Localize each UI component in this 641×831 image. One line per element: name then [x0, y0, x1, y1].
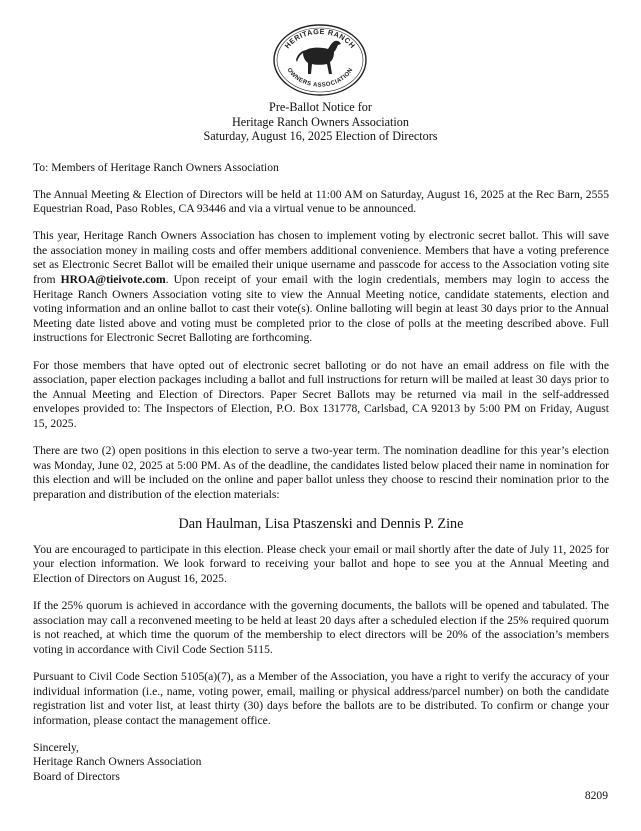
header-election-date: Saturday, August 16, 2025 Election of Directors	[203, 129, 438, 143]
voting-email: HROA@tieivote.com	[60, 273, 166, 287]
svg-text:OWNERS ASSOCIATION	[286, 67, 355, 88]
document-number: 8209	[584, 789, 608, 802]
horse-icon	[296, 41, 341, 74]
recipient-line: To: Members of Heritage Ranch Owners Association	[33, 161, 279, 174]
paragraph-electronic-voting-text: This year, Heritage Ranch Owners Association has chosen to implement voting by electronic secret ballot. This will save the association money in mailing costs and offer members additional convenience. Members that have a voting preference set as Electronic Secret Ballot will be emailed their unique username and passcode for access to the Association voting site from	[33, 229, 609, 287]
paragraph-quorum: If the 25% quorum is achieved in accordance with the governing documents, the ballots will be opened and tabulated. The association may call a reconvened meeting to be held at least 20 days after a scheduled election if the 25% required quorum is not reached, at which time the quorum of the membership to elect directors will be 20% of the association’s members voting in accordance with Civil Code Section 5115.	[33, 599, 609, 656]
paragraph-electronic-voting	[33, 229, 609, 346]
signature-org: Heritage Ranch Owners Association	[33, 755, 202, 769]
candidate-names: Dan Haulman, Lisa Ptaszenski and Dennis P. Zine	[178, 515, 464, 532]
paragraph-paper-ballots: For those members that have opted out of electronic secret balloting or do not have an email address on file with the association, paper election packages including a ballot and full instructions for return will be mailed at least 30 days prior to the Annual Meeting and Election of Directors. Paper Secret Ballots may be returned via mail in the self-addressed envelopes provided to: The Inspectors of Election, P.O. Box 131778, Carlsbad, CA 92013 by 5:00 PM on Friday, August 15, 2025.	[33, 358, 609, 430]
signature-board: Board of Directors	[33, 769, 120, 783]
notice-header	[0, 100, 641, 144]
signature-closing: Sincerely,	[33, 740, 79, 754]
paragraph-electronic-voting-text-cont: . Upon receipt of your email with the login credentials, members may login to access the Heritage Ranch Owners Association voting site to view the Annual Meeting notice, candidate statements, election and voting information and an online ballot to cast their vote(s). Online balloting will begin at least 30 days prior to the Annual Meeting date listed above and voting must be completed prior to the close of polls at the meeting described above. Full instructions for Electronic Secret Balloting are forthcoming.	[33, 273, 610, 345]
logo-top-text: HERITAGE RANCH	[282, 26, 358, 51]
paragraph-participation: You are encouraged to participate in this election. Please check your email or mail shortly after the date of July 11, 2025 for your election information. We look forward to receiving your ballot and hope to see you at the Annual Meeting and Election of Directors on August 16, 2025.	[33, 542, 609, 586]
signature-block	[33, 741, 609, 784]
paragraph-meeting-details: The Annual Meeting & Election of Directors will be held at 11:00 AM on Saturday, August 16, 2025 at the Rec Barn, 2555 Equestrian Road, Paso Robles, CA 93446 and via a virtual venue to be announced.	[33, 187, 609, 216]
association-logo	[272, 22, 368, 98]
header-title: Pre-Ballot Notice for	[269, 100, 372, 114]
paragraph-open-positions: There are two (2) open positions in this election to serve a two-year term. The nomination deadline for this year’s election was Monday, June 02, 2025 at 5:00 PM. As of the deadline, the candidates listed below placed their name in nomination for this election and will be included on the online and paper ballot unless they choose to rescind their nomination prior to the preparation and distribution of the election materials:	[33, 444, 609, 501]
header-association: Heritage Ranch Owners Association	[231, 114, 409, 129]
notice-body	[33, 161, 609, 784]
logo-bottom-text: OWNERS ASSOCIATION	[285, 67, 355, 89]
paragraph-civil-code: Pursuant to Civil Code Section 5105(a)(7), as a Member of the Association, you have a right to verify the accuracy of your individual information (i.e., name, voting power, email, mailing or physical address/parcel number) on both the candidate registration list and voter list, at least thirty (30) days before the ballots are to be distributed. To confirm or change your information, please contact the management office.	[33, 670, 609, 727]
